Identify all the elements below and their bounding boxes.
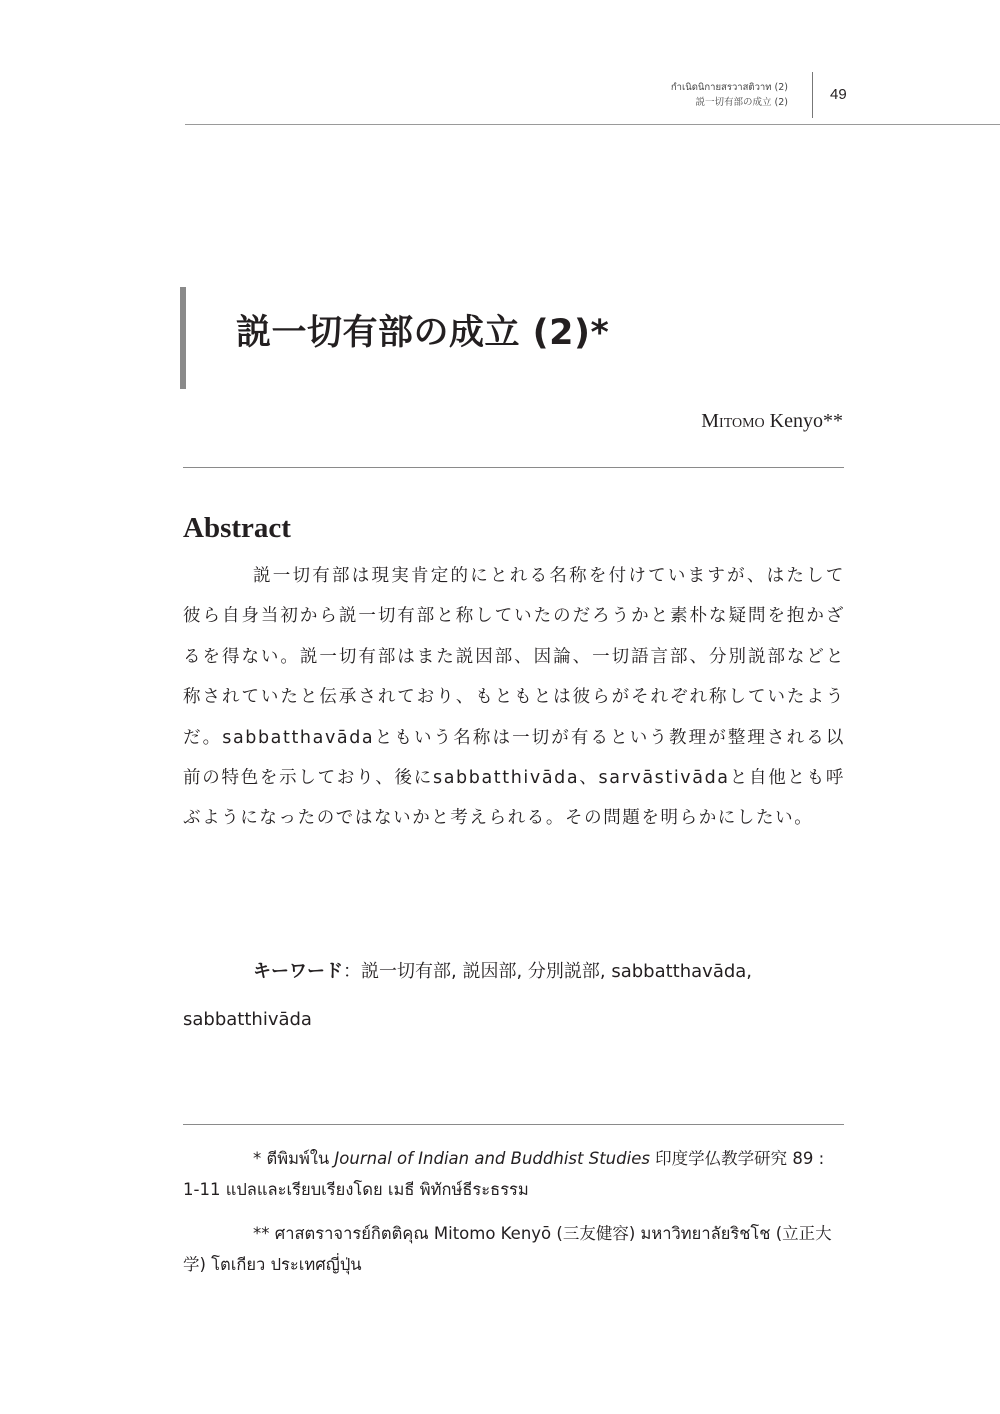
footnote-2: ** ศาสตราจารย์กิตติคุณ Mitomo Kenyō (三友健容) มหาวิทยาลัยริชโช (立正大学) โตเกียว ประเทศญี่ปุ่น xyxy=(183,1224,832,1274)
page-number: 49 xyxy=(830,86,847,103)
footnote-rule xyxy=(183,1124,844,1125)
footnote-1-journal: Journal of Indian and Buddhist Studies xyxy=(334,1149,650,1168)
title-accent-bar xyxy=(180,287,186,389)
running-head xyxy=(671,80,788,110)
keywords-list: 説一切有部, 説因部, 分別説部, sabbatthavāda, sabbatthivāda xyxy=(183,961,753,1030)
abstract-heading: Abstract xyxy=(183,512,291,544)
running-head-japanese: 説一切有部の成立 (2) xyxy=(695,97,788,108)
keywords xyxy=(183,948,845,1044)
author-footnote-mark: ** xyxy=(823,410,843,432)
footnote-1-suffix: 印度学仏教学研究 89 : 1-11 แปลและเรียบเรียงโดย เมธี พิทักษ์ธีระธรรม xyxy=(183,1149,825,1199)
keywords-label: キーワード xyxy=(253,961,343,982)
abstract-body: 説一切有部は現実肯定的にとれる名称を付けていますが、はたして彼ら自身当初から説一切有部と称していたのだろうかと素朴な疑問を抱かざるを得ない。説一切有部はまた説因部、因論、一切語言部、分別説部などと称されていたと伝承されており、もともとは彼らがそれぞれ称していたようだ。sabbatthavādaともいう名称は一切が有るという教理が整理される以前の特色を示しており、後にsabbatthivāda、sarvāstivādaと自他とも呼ぶようになったのではないかと考えられる。その問題を明らかにしたい。 xyxy=(183,566,845,829)
footnote-1-prefix: * ตีพิมพ์ใน xyxy=(253,1149,335,1168)
author-rule xyxy=(183,467,844,468)
author-given-name: Kenyo xyxy=(769,410,823,432)
header-vertical-divider xyxy=(812,72,813,118)
author-line xyxy=(701,410,843,433)
footnote-1 xyxy=(183,1143,845,1205)
running-head-thai: กำเนิดนิกายสรวาสติวาท (2) xyxy=(670,82,788,93)
author-family-name: Mitomo xyxy=(701,410,765,432)
header-rule xyxy=(185,124,1000,125)
keywords-separator: ： xyxy=(343,961,361,982)
page-title: 説一切有部の成立 (2)* xyxy=(236,313,610,353)
